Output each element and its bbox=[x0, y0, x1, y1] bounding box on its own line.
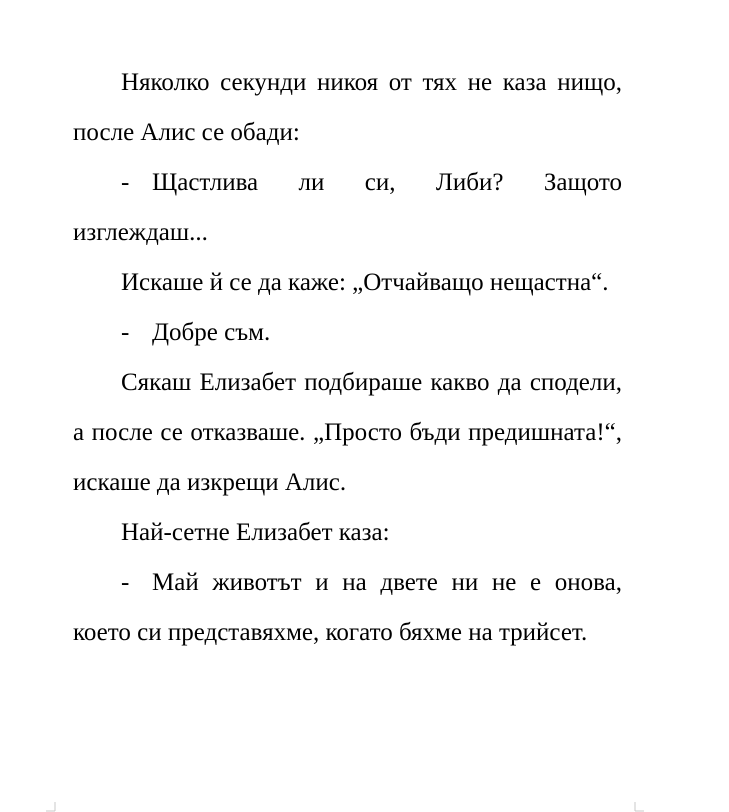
paragraph-2-dialogue: - Щастлива ли си, Либи? Защото изглеждаш... bbox=[73, 158, 622, 258]
paragraph-7-dialogue: - Май животът и на двете ни не е онова, което си представяхме, когато бяхме на трийсет. bbox=[73, 558, 622, 658]
paragraph-4-dialogue: - Добре съм. bbox=[73, 308, 622, 358]
dialogue-dash: - bbox=[121, 319, 130, 346]
paragraph-5: Сякаш Елизабет подбираше какво да сподели, а после се отказваше. „Просто бъди предишната!“, искаше да изкрещи Алис. bbox=[73, 369, 622, 496]
paragraph-1: Няколко секунди никоя от тях не каза нищо, после Алис се обади: bbox=[73, 69, 622, 146]
page-corner-mark-right-icon bbox=[634, 798, 648, 812]
dialogue-dash: - bbox=[121, 169, 130, 196]
paragraph-6: Най-сетне Елизабет каза: bbox=[121, 519, 390, 546]
paragraph-3: Искаше й се да каже: „Отчайващо нещастна“. bbox=[121, 269, 609, 296]
dialogue-dash: - bbox=[121, 569, 130, 596]
document-page bbox=[73, 58, 622, 658]
page-corner-mark-left-icon bbox=[42, 798, 56, 812]
